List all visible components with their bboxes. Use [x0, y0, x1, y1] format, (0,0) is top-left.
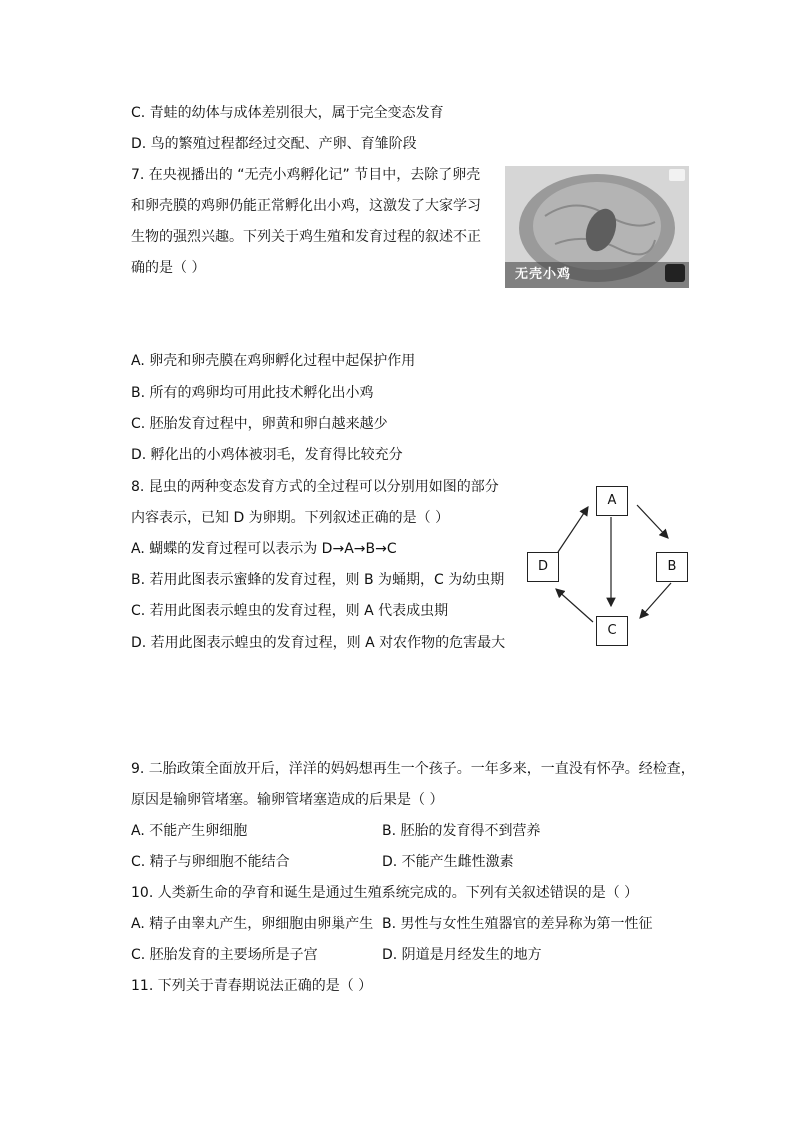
- q10-stem: 10. 人类新生命的孕育和诞生是通过生殖系统完成的。下列有关叙述错误的是（ ）: [131, 885, 639, 901]
- node-d: D: [527, 552, 559, 582]
- q7-stem-line-1: 7. 在央视播出的 “无壳小鸡孵化记” 节目中，去除了卵壳: [131, 167, 481, 183]
- shell-less-chick-photo: [505, 166, 689, 288]
- node-b: B: [656, 552, 688, 582]
- q7-option-a: A. 卵壳和卵壳膜在鸡卵孵化过程中起保护作用: [131, 353, 416, 369]
- q8-stem-line-2: 内容表示，已知 D 为卵期。下列叙述正确的是（ ）: [131, 510, 450, 526]
- q10-option-d: D. 阴道是月经发生的地方: [382, 947, 542, 963]
- q8-option-a: A. 蝴蝶的发育过程可以表示为 D→A→B→C: [131, 541, 397, 557]
- q9-stem-line-1: 9. 二胎政策全面放开后，洋洋的妈妈想再生一个孩子。一年多来，一直没有怀孕。经检查，: [131, 761, 695, 777]
- node-c: C: [596, 616, 628, 646]
- q7-stem-line-4: 确的是（ ）: [131, 260, 206, 276]
- q9-stem-line-2: 原因是输卵管堵塞。输卵管堵塞造成的后果是（ ）: [131, 792, 444, 808]
- arrow-a-to-b: [637, 505, 668, 538]
- node-a: A: [596, 486, 628, 516]
- q7-stem-line-3: 生物的强烈兴趣。下列关于鸡生殖和发育过程的叙述不正: [131, 229, 481, 245]
- q11-stem: 11. 下列关于青春期说法正确的是（ ）: [131, 978, 373, 994]
- q8-option-d: D. 若用此图表示蝗虫的发育过程，则 A 对农作物的危害最大: [131, 635, 506, 651]
- q7-option-c: C. 胚胎发育过程中，卵黄和卵白越来越少: [131, 416, 388, 432]
- q7-option-d: D. 孵化出的小鸡体被羽毛，发育得比较充分: [131, 447, 403, 463]
- q9-option-c: C. 精子与卵细胞不能结合: [131, 854, 290, 870]
- arrow-b-to-c: [640, 583, 671, 618]
- q10-option-a: A. 精子由睾丸产生，卵细胞由卵巢产生: [131, 916, 374, 932]
- q7-stem-line-2: 和卵壳膜的鸡卵仍能正常孵化出小鸡，这激发了大家学习: [131, 198, 481, 214]
- arrow-c-to-d: [556, 589, 593, 622]
- q9-option-a: A. 不能产生卵细胞: [131, 823, 248, 839]
- q6-option-c: C. 青蛙的幼体与成体差别很大，属于完全变态发育: [131, 105, 444, 121]
- q10-option-c: C. 胚胎发育的主要场所是子宫: [131, 947, 318, 963]
- q8-option-b: B. 若用此图表示蜜蜂的发育过程，则 B 为蛹期，C 为幼虫期: [131, 572, 505, 588]
- q7-option-b: B. 所有的鸡卵均可用此技术孵化出小鸡: [131, 385, 374, 401]
- q9-option-b: B. 胚胎的发育得不到营养: [382, 823, 541, 839]
- q6-option-d: D. 鸟的繁殖过程都经过交配、产卵、育雏阶段: [131, 136, 417, 152]
- photo-caption: 无壳小鸡: [515, 267, 572, 282]
- q8-stem-line-1: 8. 昆虫的两种变态发育方式的全过程可以分别用如图的部分: [131, 479, 499, 495]
- metamorphosis-cycle-diagram: [520, 480, 700, 650]
- q9-option-d: D. 不能产生雌性激素: [382, 854, 514, 870]
- q8-option-c: C. 若用此图表示蝗虫的发育过程，则 A 代表成虫期: [131, 603, 449, 619]
- q10-option-b: B. 男性与女性生殖器官的差异称为第一性征: [382, 916, 653, 932]
- arrow-d-to-a: [558, 507, 588, 552]
